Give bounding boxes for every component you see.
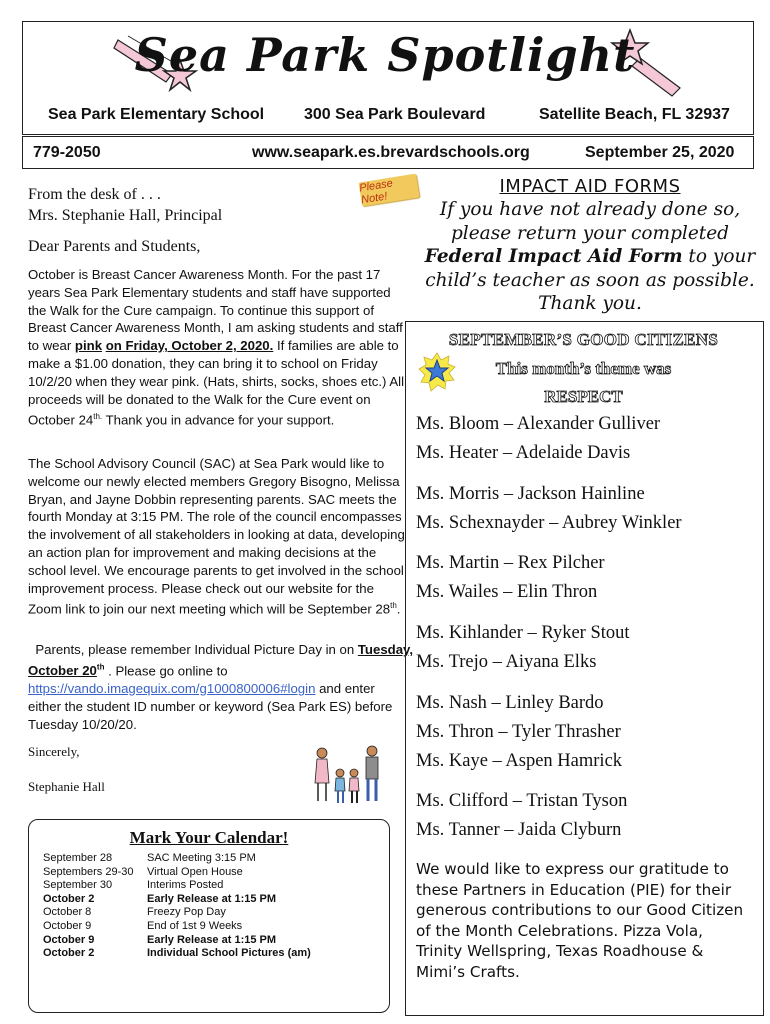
- from-line: From the desk of . . .: [28, 186, 161, 203]
- calendar-date: September 30: [43, 879, 113, 892]
- calendar-event: Early Release at 1:15 PM: [147, 892, 277, 905]
- school-name: Sea Park Elementary School: [48, 106, 265, 123]
- impact-form-name: Federal Impact Aid Form: [424, 246, 683, 268]
- calendar-title: Mark Your Calendar!: [129, 828, 289, 847]
- p3-text-b: . Please go online to: [104, 663, 228, 679]
- picture-day-link[interactable]: https://vando.imagequix.com/g1000800006#login: [28, 680, 316, 696]
- citizen-entry: Ms. Kihlander – Ryker Stout: [416, 623, 630, 643]
- signature: Stephanie Hall: [28, 779, 105, 794]
- p1-sup: th.: [93, 412, 103, 422]
- p2-text-b: .: [396, 601, 401, 617]
- citizen-entry: Ms. Thron – Tyler Thrasher: [416, 722, 621, 742]
- citizen-entry: Ms. Morris – Jackson Hainline: [416, 484, 645, 504]
- from-block: [28, 184, 222, 226]
- good-citizens-title: SEPTEMBER’S GOOD CITIZENS: [448, 330, 719, 349]
- calendar-event: Virtual Open House: [147, 865, 243, 878]
- citizen-entry: Ms. Trejo – Aiyana Elks: [416, 652, 597, 672]
- contact-bar: [22, 136, 754, 169]
- phone-number: 779-2050: [33, 144, 101, 161]
- breast-cancer-paragraph: [28, 266, 408, 430]
- impact-aid-body: [420, 198, 760, 316]
- citizen-entry: Ms. Bloom – Alexander Gulliver: [416, 414, 661, 434]
- pie-thanks: We would like to express our gratitude to these Partners in Education (PIE) for their generous contributions to our Good Citizen of the Month Celebrations. Pizza Vola, Trinity Wellspring, Texas Roadhouse & Mimi’s Crafts.: [416, 860, 744, 981]
- p3-sup: th: [96, 662, 105, 672]
- calendar-event: Individual School Pictures (am): [147, 947, 311, 960]
- theme-value: RESPECT: [544, 387, 623, 406]
- picture-day-paragraph: [28, 641, 414, 733]
- issue-date: September 25, 2020: [585, 144, 735, 161]
- calendar-box: [28, 819, 390, 1013]
- family-clipart-icon: [312, 745, 384, 807]
- calendar-date: September 28: [43, 852, 113, 864]
- school-address: 300 Sea Park Boulevard: [304, 106, 486, 123]
- calendar-event: Early Release at 1:15 PM: [147, 933, 277, 946]
- citizen-entry: Ms. Nash – Linley Bardo: [416, 693, 604, 713]
- p1-date: on Friday, October 2, 2020.: [105, 338, 274, 354]
- calendar-event: End of 1st 9 Weeks: [147, 920, 243, 932]
- citizen-entry: Ms. Clifford – Tristan Tyson: [416, 791, 628, 811]
- p1-text: October is Breast Cancer Awareness Month. For the past 17 years Sea Park Elementary students and staff have supported the Walk for the Cure campaign. To continue this support of Breast Cancer Awareness Month, I am asking students and staff to wear: [28, 267, 403, 354]
- principal-line: Mrs. Stephanie Hall, Principal: [28, 207, 223, 224]
- school-city: Satellite Beach, FL 32937: [539, 106, 730, 123]
- calendar-event: Interims Posted: [147, 879, 224, 892]
- impact-text-b: to your child’s teacher as soon as possible. Thank you.: [425, 246, 756, 315]
- impact-aid-title: IMPACT AID FORMS: [499, 176, 681, 197]
- greeting: Dear Parents and Students,: [28, 238, 201, 255]
- newsletter-title: Sea Park Spotlight: [134, 28, 636, 82]
- calendar-date: October 9: [43, 933, 95, 946]
- p1-text-b: If families are able to make a $1.00 donation, they can bring it to school on Friday 10/2/20 when they wear pink. (Hats, shirts, socks, shoes etc.) All proceeds will be donated to the Walk for the Cure event on October 24: [28, 338, 405, 428]
- website-url: www.seapark.es.brevardschools.org: [252, 144, 530, 161]
- citizen-entry: Ms. Kaye – Aspen Hamrick: [416, 751, 623, 771]
- theme-line: This month’s theme was: [495, 359, 672, 378]
- citizen-entry: Ms. Wailes – Elin Thron: [416, 582, 598, 602]
- p3-text-c: and enter either the student ID number or keyword (Sea Park ES) before Tuesday 10/20/20.: [28, 680, 393, 732]
- calendar-date: October 2: [43, 892, 95, 905]
- citizen-entry: Ms. Tanner – Jaida Clyburn: [416, 820, 622, 840]
- calendar-date: October 8: [43, 906, 92, 919]
- calendar-date: Septembers 29-30: [43, 865, 134, 878]
- calendar-date: October 9: [43, 920, 92, 932]
- calendar-event: SAC Meeting 3:15 PM: [147, 852, 256, 864]
- p3-date: Tuesday, October 20: [28, 642, 414, 679]
- citizen-entry: Ms. Heater – Adelaide Davis: [416, 443, 631, 463]
- citizen-entry: Ms. Martin – Rex Pilcher: [416, 553, 605, 573]
- p2-sup: th: [390, 601, 397, 611]
- p1-text-c: Thank you in advance for your support.: [102, 412, 335, 428]
- calendar-date: October 2: [43, 947, 95, 960]
- impact-text: If you have not already done so, please return your completed: [439, 199, 741, 244]
- citizen-entry: Ms. Schexnayder – Aubrey Winkler: [416, 513, 682, 533]
- p2-text: The School Advisory Council (SAC) at Sea Park would like to welcome our newly elected members Gregory Bisogno, Melissa Bryan, and Jayne Dobbin representing parents. SAC meets the fourth Monday at 3:15 PM. The role of the council encompasses the involvement of all stakeholders in looking at data, developing an action plan for improvement and making decisions at the school level. We encourage parents to get involved in the school improvement process. Please check out our website for the Zoom link to join our next meeting which will be September 28: [28, 456, 405, 617]
- p3-text: Parents, please remember Individual Picture Day in on: [28, 642, 358, 657]
- please-note-sticker: Please Note!: [358, 174, 419, 207]
- sac-paragraph: [28, 455, 408, 619]
- closing: Sincerely,: [28, 744, 80, 759]
- calendar-event: Freezy Pop Day: [147, 906, 226, 919]
- p1-pink: pink: [74, 338, 103, 354]
